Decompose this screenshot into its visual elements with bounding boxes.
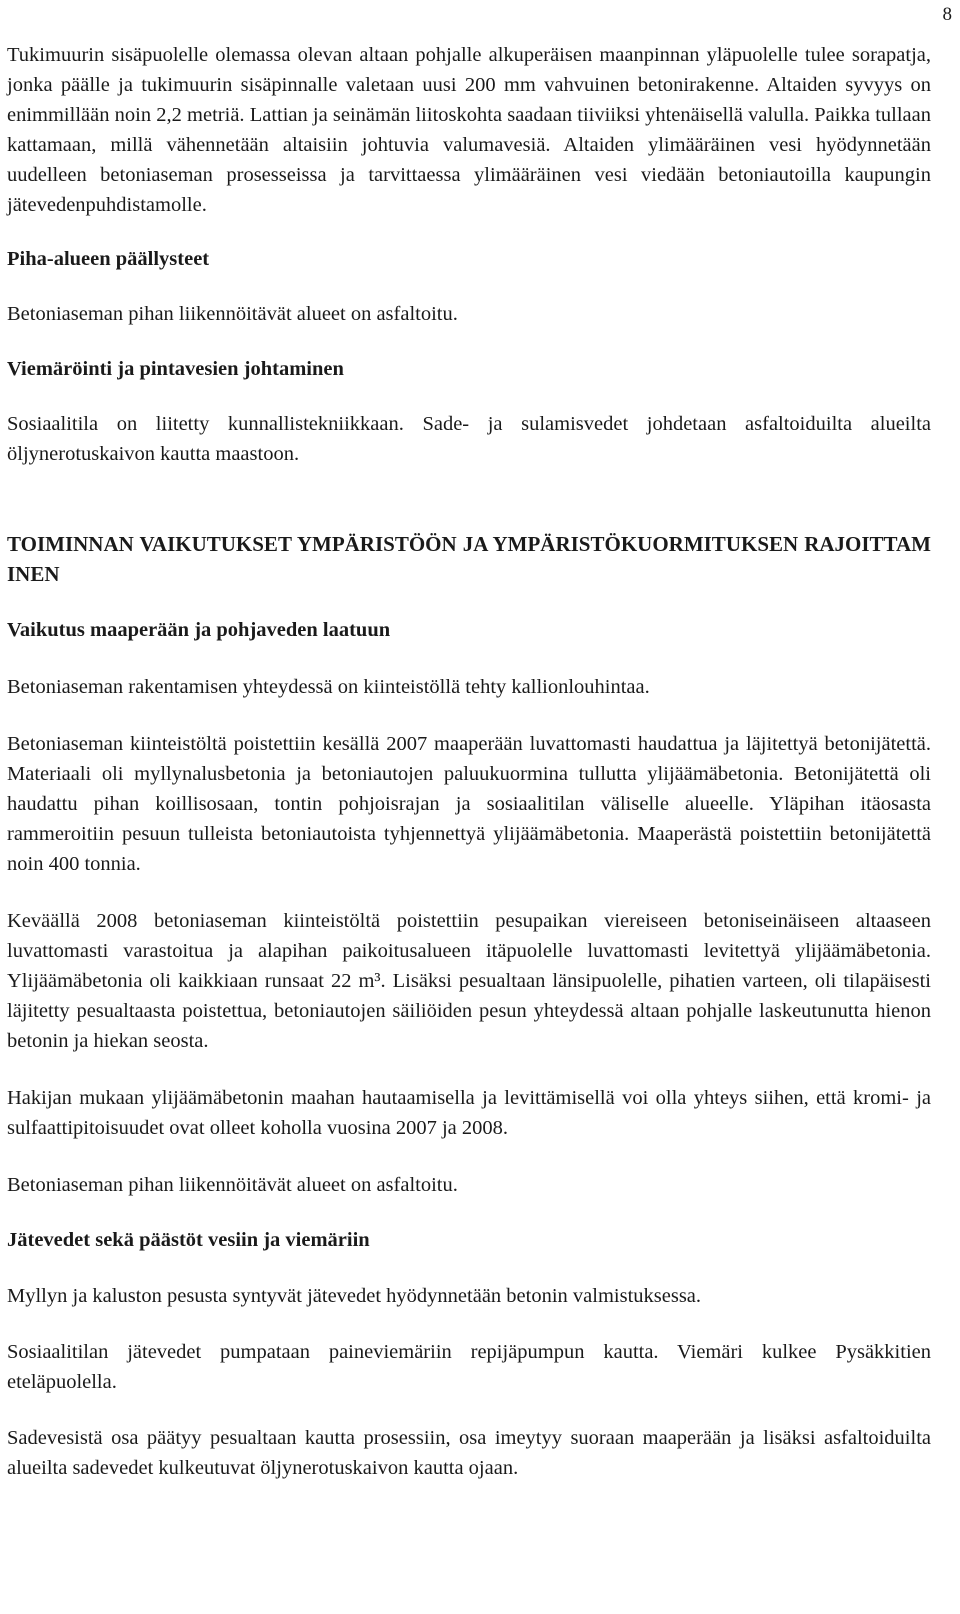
page-number: 8 (942, 4, 952, 25)
paragraph-sadevedet: Sadevesistä osa päätyy pesualtaan kautta prosessiin, osa imeytyy suoraan maaperään ja lisäksi asfaltoiduilta alueilta sadevedet kulkeutuvat öljynerotuskaivon kautta ojaan. (7, 1427, 931, 1479)
paragraph-betonijate-2007: Betoniaseman kiinteistöltä poistettiin kesällä 2007 maaperään luvattomasti haudattua ja läjitettyä betonijätettä. Materiaali oli myllynalusbetonia ja betoniautojen paluukuormina tullutta ylijäämäbetonia. Betonijätettä oli haudattu pihan koillisosaan, tontin pohjoisrajan ja sosiaalitilan väliselle alueelle. Yläpihan itäosasta rammeroitiin pesuun tulleista betoniautoista tyhjennettyä ylijäämäbetonia. Maaperästä poistettiin betonijätettä noin 400 tonnia. (7, 733, 931, 875)
paragraph-pihan-asfaltointi: Betoniaseman pihan liikennöitävät alueet on asfaltoitu. (7, 1174, 458, 1196)
paragraph-viemarointi: Sosiaalitila on liitetty kunnallistekniikkaan. Sade- ja sulamisvedet johdetaan asfaltoiduilta alueilta öljynerotuskaivon kautta maastoon. (7, 413, 931, 465)
paragraph-kallionlouhinta: Betoniaseman rakentamisen yhteydessä on kiinteistöllä tehty kallionlouhintaa. (7, 676, 650, 698)
paragraph-hakijan-mukaan: Hakijan mukaan ylijäämäbetonin maahan hautaamisella ja levittämisellä voi olla yhteys siihen, että kromi- ja sulfaattipitoisuudet ovat olleet koholla vuosina 2007 ja 2008. (7, 1087, 931, 1139)
document-page (7, 40, 931, 1483)
paragraph-sosiaalitilan-jatevedet: Sosiaalitilan jätevedet pumpataan paineviemäriin repijäpumpun kautta. Viemäri kulkee Pysäkkitien eteläpuolella. (7, 1341, 931, 1393)
heading-toiminnan-vaikutukset: TOIMINNAN VAIKUTUKSET YMPÄRISTÖÖN JA YMPÄRISTÖKUORMITUKSEN RAJOITTAMINEN (7, 532, 931, 586)
paragraph-altaat: Tukimuurin sisäpuolelle olemassa olevan altaan pohjalle alkuperäisen maanpinnan yläpuolelle tulee sorapatja, jonka päälle ja tukimuurin sisäpinnalle valetaan uusi 200 mm vahvuinen betonirakenne. Altaiden syvyys on enimmillään noin 2,2 metriä. Lattian ja seinämän liitoskohta saadaan tiiviiksi yhtenäisellä valulla. Paikka tullaan kattamaan, millä vähennetään altaisiin johtuvia valumavesiä. Altaiden ylimääräinen vesi hyödynnetään uudelleen betoniaseman prosesseissa ja tarvittaessa ylimääräinen vesi viedään betoniautoilla kaupungin jätevedenpuhdistamolle. (7, 44, 931, 216)
heading-piha-alueen-paallysteet: Piha-alueen päällysteet (7, 248, 210, 270)
heading-vaikutus-maaperaan: Vaikutus maaperään ja pohjaveden laatuun (7, 619, 391, 641)
heading-jatevedet: Jätevedet sekä päästöt vesiin ja viemäriin (7, 1229, 370, 1251)
paragraph-myllyn-pesu: Myllyn ja kaluston pesusta syntyvät jätevedet hyödynnetään betonin valmistuksessa. (7, 1285, 702, 1307)
paragraph-piha: Betoniaseman pihan liikennöitävät alueet on asfaltoitu. (7, 303, 458, 325)
heading-viemarointi: Viemäröinti ja pintavesien johtaminen (7, 358, 344, 380)
paragraph-kevaalla-2008: Keväällä 2008 betoniaseman kiinteistöltä poistettiin pesupaikan viereiseen betoniseinäiseen altaaseen luvattomasti varastoitua ja alapihan paikoitusalueen itäpuolelle luvattomasti levitettyä ylijäämäbetonia. Ylijäämäbetonia oli kaikkiaan runsaat 22 m³. Lisäksi pesualtaan länsipuolelle, pihatien varteen, oli tilapäisesti läjitetty pesualtaasta poistettua, betoniautojen säiliöiden pesun yhteydessä altaan pohjalle laskeutunutta hienon betonin ja hiekan seosta. (7, 910, 931, 1052)
